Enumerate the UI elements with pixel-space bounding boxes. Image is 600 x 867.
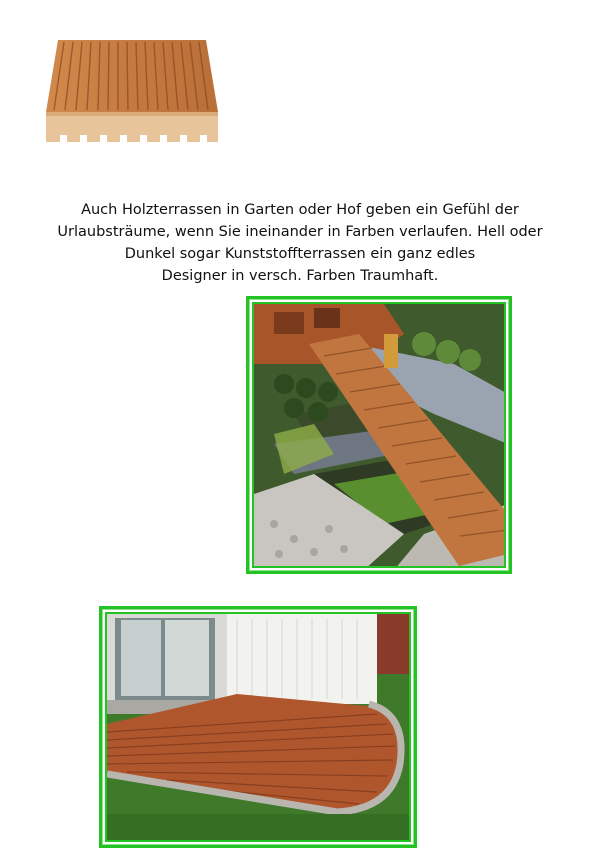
text-line-3: Dunkel sogar Kunststoffterrassen ein ganz edles bbox=[124, 246, 476, 262]
text-line-1: Auch Holzterrassen in Garten oder Hof geben ein Gefühl der bbox=[81, 202, 519, 218]
garden-boardwalk-photo bbox=[246, 296, 512, 574]
text-line-4: Designer in versch. Farben Traumhaft. bbox=[161, 268, 439, 284]
description-text bbox=[0, 199, 600, 287]
rounded-deck-photo bbox=[99, 606, 417, 848]
text-line-2: Urlaubsträume, wenn Sie ineinander in Farben verlaufen. Hell oder bbox=[57, 224, 543, 240]
wood-plank-image bbox=[46, 40, 218, 144]
